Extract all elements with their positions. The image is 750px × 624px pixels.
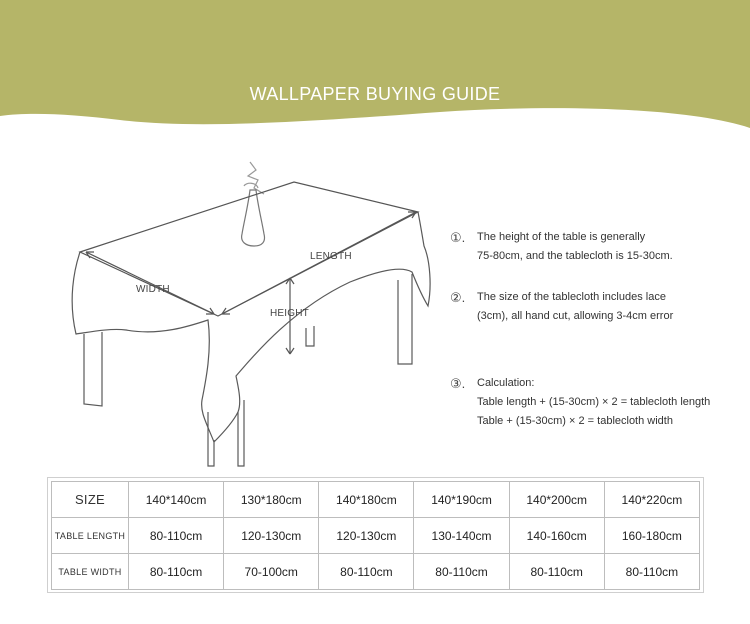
table-cell: 120-130cm <box>319 518 414 554</box>
table-cell: 140*140cm <box>129 482 224 518</box>
table-cell: 140*200cm <box>509 482 604 518</box>
note-line: The size of the tablecloth includes lace <box>477 291 666 303</box>
table-cell: 80-110cm <box>509 554 604 590</box>
note-line: Calculation: <box>477 377 535 389</box>
table-cell: 140*190cm <box>414 482 509 518</box>
table-cell: 70-100cm <box>224 554 319 590</box>
table-drawing <box>50 150 450 475</box>
row-header-table-length: TABLE LENGTH <box>52 518 129 554</box>
table-cell: 80-110cm <box>129 518 224 554</box>
note-line: Table length + (15-30cm) × 2 = tablecloth length <box>477 396 711 408</box>
note-line: Table + (15-30cm) × 2 = tablecloth width <box>477 415 673 427</box>
table-row <box>52 518 700 554</box>
table-cell: 140-160cm <box>509 518 604 554</box>
table-cell: 140*180cm <box>319 482 414 518</box>
table-cell: 160-180cm <box>604 518 699 554</box>
table-cell: 80-110cm <box>414 554 509 590</box>
header-banner <box>0 0 750 140</box>
table-row <box>52 482 700 518</box>
table-cell: 130-140cm <box>414 518 509 554</box>
table-cell: 130*180cm <box>224 482 319 518</box>
note-number: ②. <box>450 290 466 305</box>
note-line: (3cm), all hand cut, allowing 3-4cm error <box>477 310 674 322</box>
row-header-table-width: TABLE WIDTH <box>52 554 129 590</box>
table-cell: 120-130cm <box>224 518 319 554</box>
table-cell: 80-110cm <box>604 554 699 590</box>
page-title: WALLPAPER BUYING GUIDE <box>249 84 501 104</box>
height-label: HEIGHT <box>270 308 309 319</box>
table-row <box>52 554 700 590</box>
note-line: The height of the table is generally <box>477 231 646 243</box>
row-header-size: SIZE <box>52 482 129 518</box>
table-cell: 80-110cm <box>319 554 414 590</box>
width-label: WIDTH <box>136 284 170 295</box>
banner-wave-shape <box>0 0 750 140</box>
table-cell: 80-110cm <box>129 554 224 590</box>
size-table <box>51 481 700 590</box>
length-label: LENGTH <box>310 251 352 262</box>
note-line: 75-80cm, and the tablecloth is 15-30cm. <box>477 250 673 262</box>
note-number: ③. <box>450 376 466 391</box>
note-number: ①. <box>450 230 466 245</box>
table-cell: 140*220cm <box>604 482 699 518</box>
tablecloth-illustration <box>50 150 450 480</box>
